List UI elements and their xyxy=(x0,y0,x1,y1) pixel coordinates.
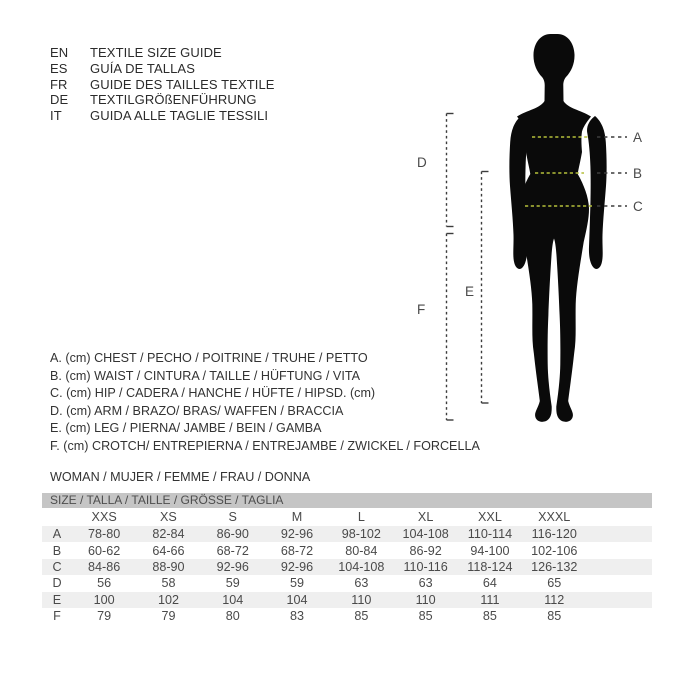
size-value-cell: 64 xyxy=(482,576,497,591)
size-table-body xyxy=(42,508,652,624)
table-row xyxy=(42,526,652,542)
size-value-cell: 85 xyxy=(418,609,433,624)
size-value-cell: 104-108 xyxy=(402,527,449,542)
language-title: GUÍA DE TALLAS xyxy=(90,60,195,76)
hip-label: C xyxy=(633,199,643,214)
language-code: ES xyxy=(50,60,68,76)
size-value-cell: 63 xyxy=(354,576,369,591)
legend-item: D. (cm) ARM / BRAZO/ BRAS/ WAFFEN / BRACCIA xyxy=(50,403,344,418)
size-value-cell: 110-114 xyxy=(467,527,513,542)
language-row xyxy=(50,92,275,108)
row-label: D xyxy=(52,576,62,591)
size-column-header: XL xyxy=(417,510,434,524)
size-value-cell: 84-86 xyxy=(88,559,121,574)
language-title: GUIDA ALLE TAGLIE TESSILI xyxy=(90,108,269,124)
size-value-cell: 102-106 xyxy=(531,543,578,558)
language-row xyxy=(50,61,275,77)
size-value-cell: 92-96 xyxy=(216,559,249,574)
legend-item: B. (cm) WAIST / CINTURA / TAILLE / HÜFTUNG / VITA xyxy=(50,368,360,383)
chest-label: A xyxy=(633,130,643,145)
legend-item: A. (cm) CHEST / PECHO / POITRINE / TRUHE / PETTO xyxy=(50,351,368,365)
size-value-cell: 85 xyxy=(354,609,369,624)
size-value-cell: 104 xyxy=(286,592,308,607)
size-value-cell: 104 xyxy=(222,592,244,607)
table-row xyxy=(42,592,652,608)
size-value-cell: 59 xyxy=(225,576,240,591)
size-value-cell: 112 xyxy=(544,592,565,607)
size-value-cell: 83 xyxy=(290,609,305,624)
row-label: C xyxy=(52,559,62,574)
woman-right-arm xyxy=(587,116,607,269)
size-value-cell: 88-90 xyxy=(152,559,185,574)
row-label: F xyxy=(53,609,61,624)
size-column-header-row xyxy=(42,508,652,526)
size-column-header: XS xyxy=(160,510,177,524)
size-value-cell: 63 xyxy=(418,576,433,591)
size-column-header: M xyxy=(291,510,303,524)
size-value-cell: 98-102 xyxy=(341,527,381,542)
row-label: B xyxy=(52,543,62,558)
size-value-cell: 116-120 xyxy=(531,527,577,542)
size-value-cell: 79 xyxy=(97,609,112,624)
size-value-cell: 59 xyxy=(290,576,305,591)
size-value-cell: 126-132 xyxy=(531,559,578,574)
size-value-cell: 92-96 xyxy=(280,527,314,542)
size-value-cell: 100 xyxy=(93,592,115,607)
size-value-cell: 60-62 xyxy=(88,543,121,558)
legend-item: F. (cm) CROTCH/ ENTREPIERNA / ENTREJAMBE / ZWICKEL / FORCELLA xyxy=(50,438,480,453)
size-value-cell: 80-84 xyxy=(345,543,378,558)
language-title: TEXTILE SIZE GUIDE xyxy=(90,45,222,60)
size-value-cell: 102 xyxy=(157,592,179,607)
size-column-header: XXL xyxy=(478,510,502,524)
size-column-header: XXS xyxy=(91,510,117,524)
size-value-cell: 82-84 xyxy=(152,527,185,542)
language-row xyxy=(50,77,275,93)
audience-line: WOMAN / MUJER / FEMME / FRAU / DONNA xyxy=(50,470,311,484)
size-value-cell: 118-124 xyxy=(467,559,513,574)
size-value-cell: 80 xyxy=(225,609,240,624)
size-value-cell: 92-96 xyxy=(280,559,314,574)
measurement-legend xyxy=(50,350,480,455)
size-value-cell: 68-72 xyxy=(216,543,249,558)
size-value-cell: 110-116 xyxy=(403,559,448,574)
size-value-cell: 85 xyxy=(482,609,497,624)
table-row xyxy=(42,608,652,624)
language-title: GUIDE DES TAILLES TEXTILE xyxy=(90,76,275,92)
size-value-cell: 64-66 xyxy=(152,543,185,558)
leg-label: E xyxy=(465,284,475,299)
waist-label: B xyxy=(633,166,643,181)
size-value-cell: 111 xyxy=(480,592,500,607)
size-value-cell: 56 xyxy=(97,576,112,591)
table-row xyxy=(42,542,652,558)
size-value-cell: 86-92 xyxy=(409,543,442,558)
size-value-cell: 104-108 xyxy=(338,559,385,574)
row-label: E xyxy=(52,592,62,607)
language-code: DE xyxy=(50,92,69,108)
table-row xyxy=(42,559,652,575)
woman-silhouette xyxy=(517,34,591,422)
size-table xyxy=(42,493,652,624)
size-value-cell: 110 xyxy=(415,592,436,607)
size-column-header: S xyxy=(228,510,237,524)
language-code: IT xyxy=(50,108,62,124)
size-value-cell: 86-90 xyxy=(216,527,249,542)
arm-label: D xyxy=(417,155,427,170)
size-table-header-bar: SIZE / TALLA / TAILLE / GRÖSSE / TAGLIA xyxy=(42,493,652,508)
size-value-cell: 85 xyxy=(547,609,562,624)
title-block xyxy=(50,45,275,124)
size-value-cell: 65 xyxy=(547,576,562,591)
crotch-label: F xyxy=(417,302,426,317)
size-value-cell: 110 xyxy=(351,592,372,607)
size-value-cell: 78-80 xyxy=(88,527,121,542)
legend-item: E. (cm) LEG / PIERNA/ JAMBE / BEIN / GAMBA xyxy=(50,421,322,435)
size-column-header: L xyxy=(357,510,365,524)
language-code: FR xyxy=(50,76,68,92)
size-value-cell: 94-100 xyxy=(470,543,510,558)
language-row xyxy=(50,108,275,124)
language-title: TEXTILGRÖßENFÜHRUNG xyxy=(90,92,257,108)
language-code: EN xyxy=(50,45,69,60)
size-value-cell: 79 xyxy=(161,609,176,624)
table-row xyxy=(42,575,652,591)
language-row xyxy=(50,45,275,61)
size-value-cell: 68-72 xyxy=(280,543,314,558)
size-column-header: XXXL xyxy=(538,510,571,524)
legend-item: C. (cm) HIP / CADERA / HANCHE / HÜFTE / HIPSD. (cm) xyxy=(50,386,376,400)
size-value-cell: 58 xyxy=(161,576,176,591)
row-label: A xyxy=(52,527,62,542)
